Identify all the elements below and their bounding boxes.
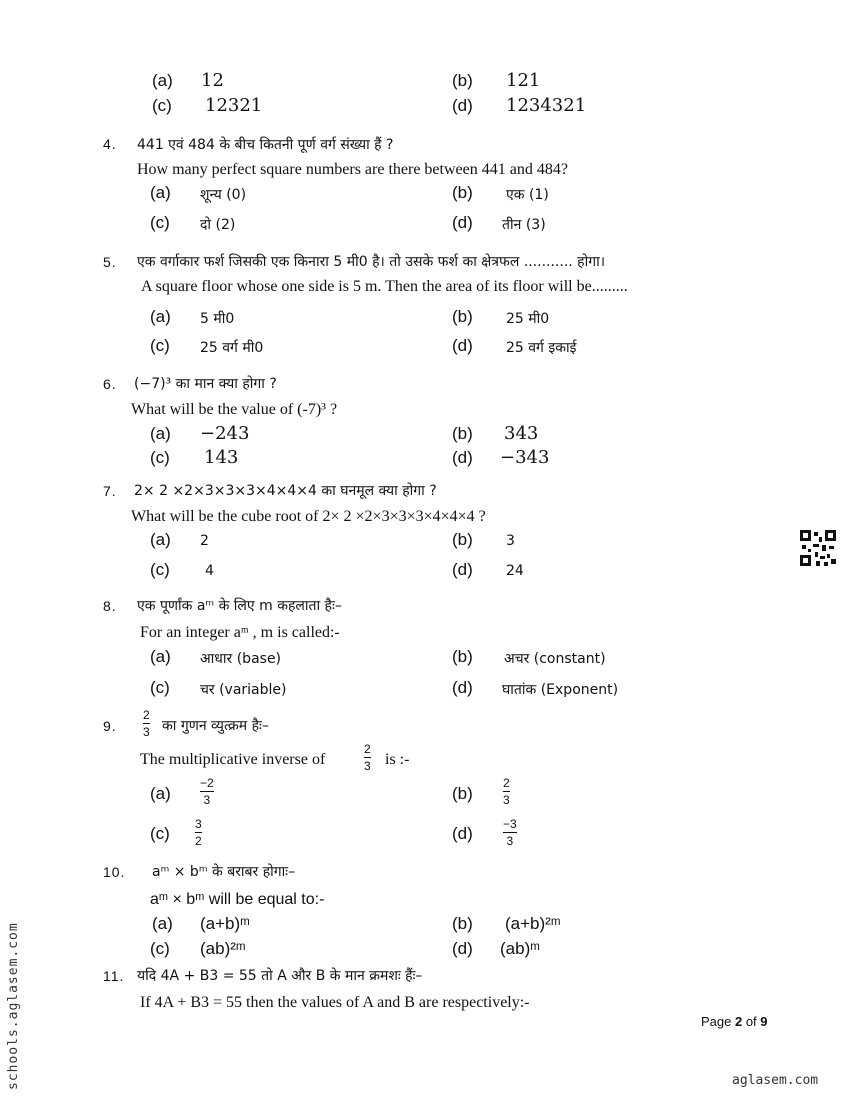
option-d-value: (ab)ᵐ [500,939,540,958]
option-b-label: (b) [452,183,473,202]
option-c-value: (ab)²ᵐ [200,939,246,958]
option-b-fraction: 2 3 [503,776,510,807]
question-number: 10. [103,864,126,880]
option-c-label: (c) [150,213,170,232]
option-a-value: आधार (base) [200,651,282,667]
option-d-label: (d) [452,213,473,232]
question-english: What will be the value of (-7)³ ? [131,401,338,418]
option-d-value: तीन (3) [502,217,546,233]
option-a-value: −243 [200,423,250,444]
option-c-value: चर (variable) [200,682,287,698]
fraction-two-thirds: 2 3 [364,742,371,773]
option-c-value: 143 [204,447,239,468]
option-d-value: 24 [506,563,524,579]
option-d-value: −343 [500,447,550,468]
option-d-fraction: −3 3 [503,817,517,848]
option-c-label: (c) [150,824,170,843]
question-english: aᵐ × bᵐ will be equal to:- [150,891,325,908]
question-english: What will be the cube root of 2× 2 ×2×3×3×3×4×4×4 ? [131,508,486,525]
option-b-label: (b) [452,307,473,326]
option-d-value: घातांक (Exponent) [502,682,619,698]
question-number: 11. [103,968,125,984]
option-d-label: (d) [452,336,473,355]
option-b-value: अचर (constant) [504,651,606,667]
option-d-label: (d) [452,678,473,697]
option-a-value: (a+b)ᵐ [200,914,250,933]
page-indicator: Page 2 of 9 [701,1014,768,1029]
question-number: 5. [103,254,117,270]
option-b-value: (a+b)²ᵐ [505,914,561,933]
option-a-value: 2 [200,533,209,549]
question-english: A square floor whose one side is 5 m. Then the area of its floor will be......... [141,278,628,295]
option-a-label: (a) [152,71,173,90]
option-d-value: 1234321 [506,95,587,116]
option-a-label: (a) [150,647,171,666]
option-a-label: (a) [152,914,173,933]
question-hindi: यदि 4A + B3 = 55 तो A और B के मान क्रमशः हैंः– [137,968,423,984]
fraction-two-thirds: 2 3 [143,708,150,739]
option-c-label: (c) [150,448,170,467]
option-b-label: (b) [452,784,473,803]
option-d-label: (d) [452,824,473,843]
question-hindi: एक पूर्णांक aᵐ के लिए m कहलाता हैः– [137,598,342,614]
option-c-value: 12321 [205,95,263,116]
option-d-label: (d) [452,939,473,958]
question-hindi: aᵐ × bᵐ के बराबर होगाः– [152,864,296,880]
question-hindi: (−7)³ का मान क्या होगा ? [134,376,277,392]
option-c-label: (c) [150,336,170,355]
option-a-fraction: −2 3 [200,776,214,807]
question-hindi: एक वर्गाकार फर्श जिसकी एक किनारा 5 मी0 है। तो उसके फर्श का क्षेत्रफल ........... होगा। [137,254,606,270]
option-b-value: 25 मी0 [506,311,550,327]
option-b-label: (b) [452,71,473,90]
option-d-value: 25 वर्ग इकाई [506,340,577,356]
option-b-value: 3 [506,533,515,549]
option-c-label: (c) [150,939,170,958]
question-number: 7. [103,483,117,499]
side-watermark: schools.aglasem.com [6,922,21,1090]
question-english: For an integer aᵐ , m is called:- [140,624,340,641]
question-hindi: का गुणन व्युत्क्रम हैः– [162,718,269,734]
question-number: 4. [103,136,117,152]
option-a-label: (a) [150,183,171,202]
question-english-suffix: is :- [385,751,410,768]
option-a-label: (a) [150,784,171,803]
option-a-label: (a) [150,530,171,549]
question-number: 9. [103,718,117,734]
option-c-fraction: 3 2 [195,817,202,848]
question-number: 8. [103,598,117,614]
site-watermark: aglasem.com [732,1073,819,1088]
option-b-label: (b) [452,647,473,666]
option-b-label: (b) [452,424,473,443]
option-d-label: (d) [452,96,473,115]
option-a-label: (a) [150,307,171,326]
question-english: How many perfect square numbers are there between 441 and 484? [137,161,568,178]
option-c-label: (c) [150,678,170,697]
option-a-value: शून्य (0) [200,187,247,203]
option-c-value: दो (2) [200,217,236,233]
option-a-label: (a) [150,424,171,443]
question-english: The multiplicative inverse of [140,751,326,768]
option-c-value: 4 [205,563,214,579]
question-hindi: 441 एवं 484 के बीच कितनी पूर्ण वर्ग संख्या हैं ? [137,137,394,153]
option-a-value: 12 [201,70,224,91]
option-b-value: 343 [504,423,539,444]
option-c-label: (c) [152,96,172,115]
option-d-label: (d) [452,560,473,579]
qr-code-icon [800,530,836,566]
question-number: 6. [103,376,117,392]
option-b-value: 121 [506,70,541,91]
option-b-label: (b) [452,914,473,933]
option-c-value: 25 वर्ग मी0 [200,340,264,356]
option-a-value: 5 मी0 [200,311,235,327]
question-english: If 4A + B3 = 55 then the values of A and B are respectively:- [140,994,530,1011]
question-hindi: 2× 2 ×2×3×3×3×4×4×4 का घनमूल क्या होगा ? [134,483,437,499]
option-b-value: एक (1) [506,187,549,203]
option-b-label: (b) [452,530,473,549]
option-c-label: (c) [150,560,170,579]
option-d-label: (d) [452,448,473,467]
